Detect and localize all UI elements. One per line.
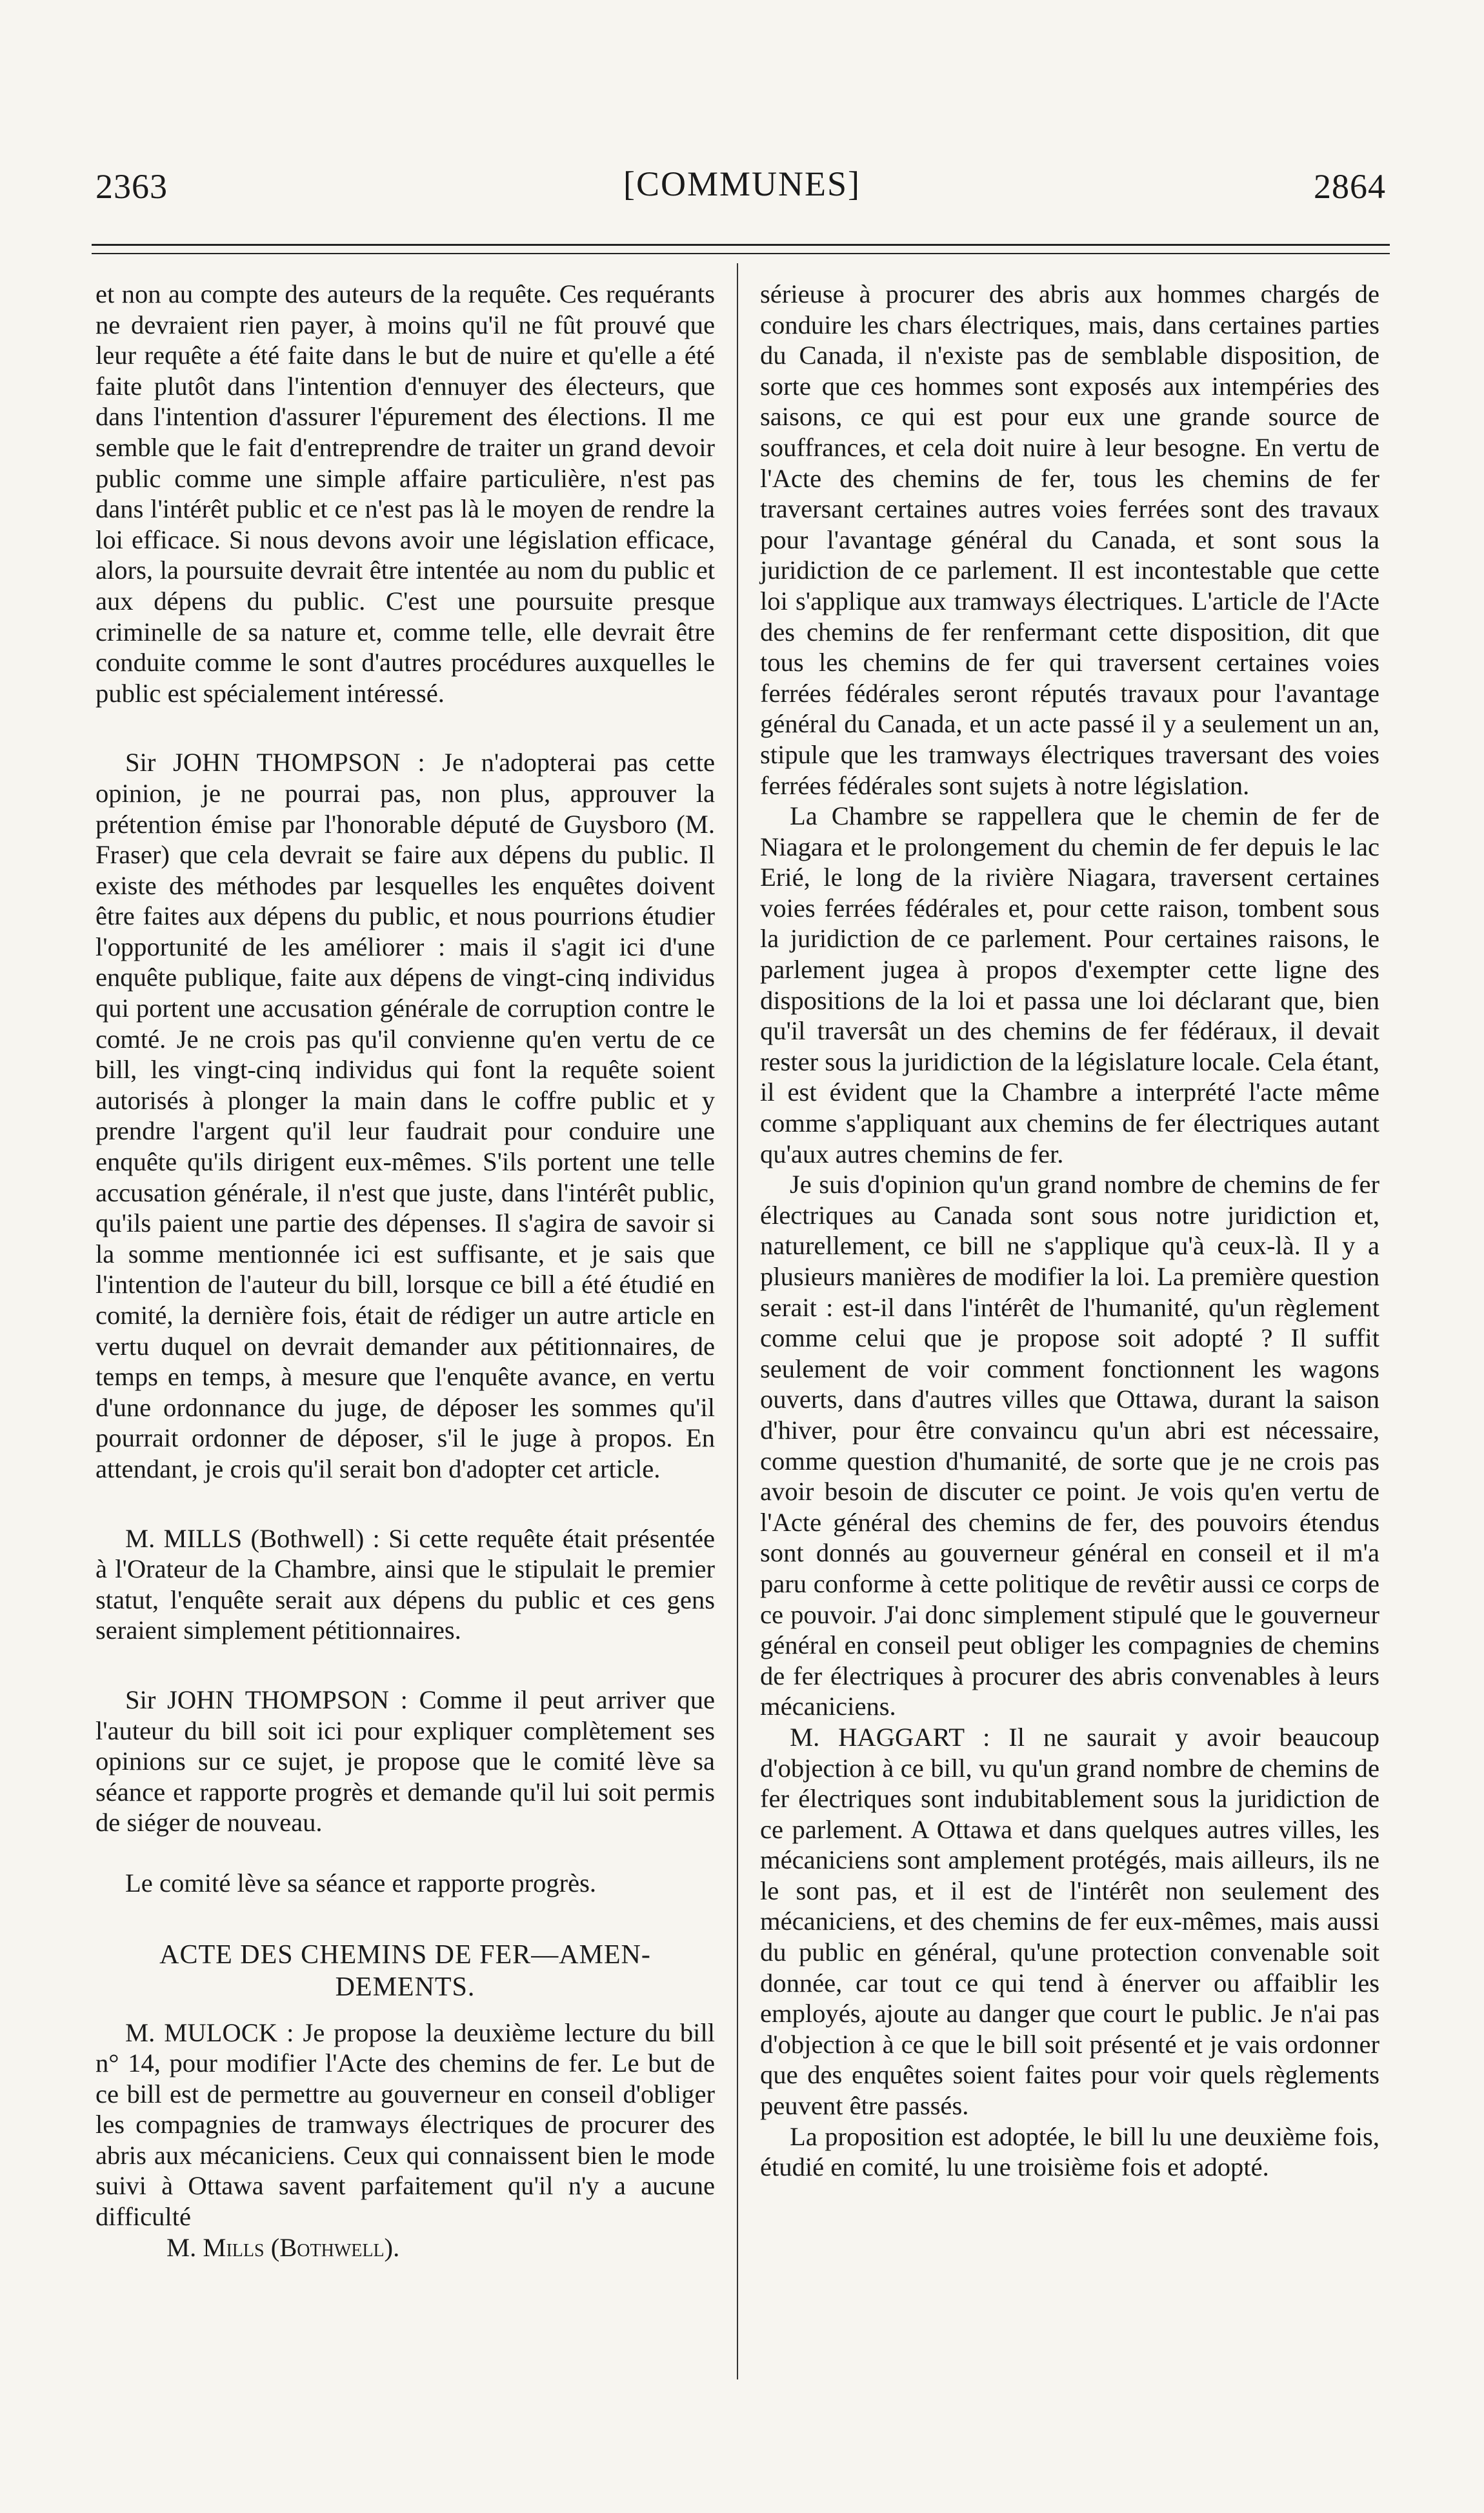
section-heading [95, 1939, 715, 2003]
right-column [760, 279, 1379, 2183]
paragraph: M. MULOCK : Je propose la deuxième lecture du bill n° 14, pour modifier l'Acte des chemins de fer. Le but de ce bill est de permettre au gouverneur en conseil d'obliger les compagnies de tramways électriques de procurer des abris aux mécaniciens. Ceux qui connaissent bien le mode suivi à Ottawa savent parfaitement qu'il n'y a aucune difficulté [95, 2017, 715, 2232]
running-title: [COMMUNES] [623, 165, 861, 203]
page-number-right: 2864 [1314, 167, 1386, 206]
paragraph: Le comité lève sa séance et rapporte progrès. [125, 1868, 597, 1897]
column-footer-note: M. Mills (Bothwell). [166, 2232, 400, 2262]
page-number-left: 2363 [95, 167, 168, 206]
paragraph: sérieuse à procurer des abris aux hommes chargés de conduire les chars électriques, mais, dans certaines parties du Canada, il n'existe pas de semblable disposition, de sorte que ces hommes sont exposés aux intempéries des saisons, ce qui est pour eux une grande source de souffrances, et cela doit nuire à leur besogne. En vertu de l'Acte des chemins de fer, tous les chemins de fer traversant certaines autres voies ferrées sont des travaux pour l'avantage général du Canada, et sont sous la juridiction de ce parlement. Il est incontestable que cette loi s'applique aux tramways électriques. L'article de l'Acte des chemins de fer renfermant cette disposition, dit que tous les chemins de fer qui traversent certaines voies ferrées fédérales seront réputés travaux pour l'avantage général du Canada, et un acte passé il y a seulement un an, stipule que les tramways électriques traversant des voies ferrées fédérales sont sujets à notre législation. [760, 279, 1379, 800]
section-heading-line: ACTE DES CHEMINS DE FER—AMEN- [159, 1939, 651, 1970]
paragraph: Sir JOHN THOMPSON : Je n'adopterai pas cette opinion, je ne pourrai pas, non plus, approuver la prétention émise par l'honorable député de Guysboro (M. Fraser) que cela devrait se faire aux dépens du public. Il existe des méthodes par lesquelles les enquêtes doivent être faites aux dépens du public, et nous pourrions étudier l'opportunité de les améliorer : mais il s'agit ici d'une enquête publique, faite aux dépens de vingt-cinq individus qui portent une accusation générale de corruption contre le comté. Je ne crois pas qu'il convienne qu'en vertu de ce bill, les vingt-cinq individus qui font la requête soient autorisés à plonger la main dans le coffre public et y prendre l'argent qu'il leur faudrait pour conduire une enquête qu'ils dirigent eux-mêmes. S'ils portent une telle accusation générale, il n'est que juste, dans l'intérêt public, qu'ils paient une partie des dépenses. Il s'agira de savoir si la somme mentionnée ici est suffisante, et je sais que l'intention de l'auteur du bill, lorsque ce bill a été étudié en comité, la dernière fois, était de rédiger un autre article en vertu duquel on devrait demander aux pétitionnaires, de temps en temps, à mesure que l'enquête avance, en vertu d'une ordonnance du juge, de déposer les sommes qu'il pourrait ordonner de déposer, s'il le juge à propos. En attendant, je crois qu'il serait bon d'adopter cet article. [95, 748, 715, 1483]
header-rule-bottom [92, 253, 1390, 254]
header-rule-top [92, 244, 1390, 246]
left-column [95, 279, 715, 2263]
paragraph: La proposition est adoptée, le bill lu une deuxième fois, étudié en comité, lu une troisième fois et adopté. [760, 2121, 1379, 2182]
paragraph: M. HAGGART : Il ne saurait y avoir beaucoup d'objection à ce bill, vu qu'un grand nombre de chemins de fer électriques sont indubitablement sous la juridiction de ce parlement. A Ottawa et dans quelques autres villes, les mécaniciens sont amplement protégés, mais ailleurs, ils ne le sont pas, et il est de l'intérêt non seulement des mécaniciens, et des chemins de fer eux-mêmes, mais aussi du public en général, qu'une protection convenable soit donnée, car tout ce qui tend à énerver ou affaiblir les employés, ajoute au danger que court le public. Je n'ai pas d'objection à ce que le bill soit présenté et je vais ordonner que des enquêtes soient faites pour voir quels règlements peuvent être passés. [760, 1722, 1379, 2121]
paragraph: et non au compte des auteurs de la requête. Ces requérants ne devraient rien payer, à moins qu'il ne fût prouvé que leur requête a été faite dans le but de nuire et qu'elle a été faite plutôt dans l'intention d'ennuyer des électeurs, que dans l'intention d'assurer l'épurement des élections. Il me semble que le fait d'entreprendre de traiter un grand devoir public comme une simple affaire particulière, n'est pas dans l'intérêt public et ce n'est pas là le moyen de rendre la loi efficace. Si nous devons avoir une législation efficace, alors, la poursuite devrait être intentée au nom du public et aux dépens du public. C'est une poursuite presque criminelle de sa nature et, comme telle, elle devrait être conduite comme le sont d'autres procédures auxquelles le public est spécialement intéressé. [95, 279, 715, 708]
paragraph: La Chambre se rappellera que le chemin de fer de Niagara et le prolongement du chemin de fer depuis le lac Erié, le long de la rivière Niagara, traversent certaines voies ferrées fédérales et, pour cette raison, tombent sous la juridiction de ce parlement. Pour certaines raisons, le parlement jugea à propos d'exempter cette ligne des dispositions de la loi et passa une loi déclarant que, bien qu'il traversât un des chemins de fer fédéraux, il devait rester sous la juridiction de la législature locale. Cela étant, il est évident que la Chambre a interprété l'acte même comme s'appliquant aux chemins de fer électriques autant qu'aux autres chemins de fer. [760, 801, 1379, 1168]
paragraph: M. MILLS (Bothwell) : Si cette requête était présentée à l'Orateur de la Chambre, ainsi que le stipulait le premier statut, l'enquête serait aux dépens du public et ces gens seraient simplement pétitionnaires. [95, 1523, 715, 1645]
section-heading-line: DEMENTS. [335, 1972, 476, 2002]
column-divider [737, 263, 738, 2379]
paragraph: Je suis d'opinion qu'un grand nombre de chemins de fer électriques au Canada sont sous notre juridiction et, naturellement, ce bill ne s'applique qu'à ceux-là. Il y a plusieurs manières de modifier la loi. La première question serait : est-il dans l'intérêt de l'humanité, qu'un règlement comme celui que je propose soit adopté ? Il suffit seulement de voir comment fonctionnent les wagons ouverts, dans d'autres villes que Ottawa, durant la saison d'hiver, pour être convaincu qu'un abri est nécessaire, comme question d'humanité, de sorte que je ne crois pas avoir besoin de discuter ce point. Je vois qu'en vertu de l'Acte général des chemins de fer, des pouvoirs étendus sont donnés au gouverneur général en conseil et il m'a paru conforme à cette politique de revêtir aussi ce corps de ce pouvoir. J'ai donc simplement stipulé que le gouverneur général en conseil peut obliger les compagnies de chemins de fer électriques à procurer des abris convenables à leurs mécaniciens. [760, 1170, 1379, 1721]
paragraph: Sir JOHN THOMPSON : Comme il peut arriver que l'auteur du bill soit ici pour expliquer complètement ses opinions sur ce sujet, je propose que le comité lève sa séance et rapporte progrès et demande qu'il lui soit permis de siéger de nouveau. [95, 1685, 715, 1837]
